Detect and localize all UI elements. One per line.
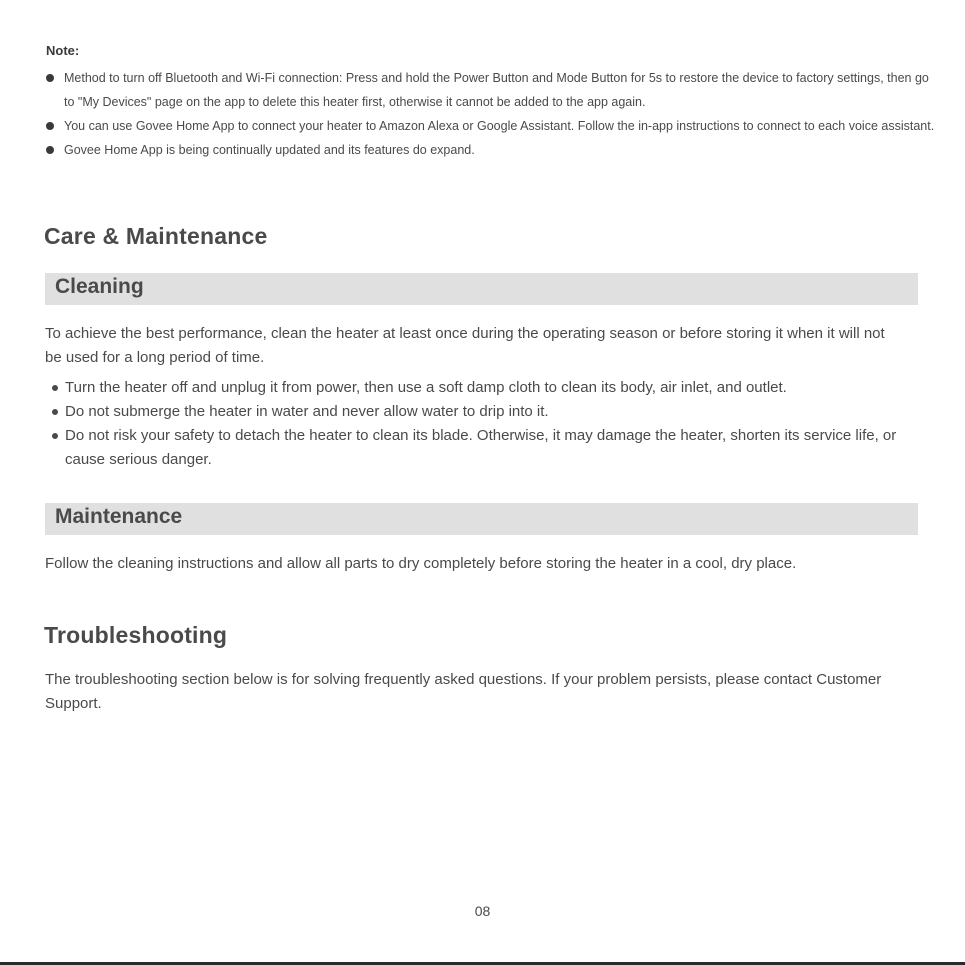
note-item xyxy=(46,114,936,138)
cleaning-item xyxy=(45,424,915,472)
bullet-icon xyxy=(52,385,58,391)
cleaning-item-text: Do not submerge the heater in water and never allow water to drip into it. xyxy=(65,403,549,420)
cleaning-item-text: Do not risk your safety to detach the heater to clean its blade. Otherwise, it may damage the heater, shorten its service life, or cause serious danger. xyxy=(65,427,897,468)
cleaning-item xyxy=(45,400,915,424)
maintenance-text: Follow the cleaning instructions and allow all parts to dry completely before storing the heater in a cool, dry place. xyxy=(45,555,797,572)
note-list xyxy=(46,66,936,162)
care-maintenance-heading: Care & Maintenance xyxy=(44,223,268,249)
bullet-icon xyxy=(52,433,58,439)
cleaning-item-text: Turn the heater off and unplug it from power, then use a soft damp cloth to clean its body, air inlet, and outlet. xyxy=(65,379,787,396)
bullet-icon xyxy=(46,146,54,154)
bullet-icon xyxy=(46,122,54,130)
cleaning-intro: To achieve the best performance, clean the heater at least once during the operating season or before storing it when it will not be used for a long period of time. xyxy=(45,325,885,366)
page-number: 08 xyxy=(474,903,491,919)
cleaning-section-header xyxy=(45,273,918,305)
maintenance-section-header xyxy=(45,503,918,535)
note-item-text: Govee Home App is being continually updated and its features do expand. xyxy=(64,143,475,157)
troubleshooting-heading: Troubleshooting xyxy=(44,622,228,648)
maintenance-heading: Maintenance xyxy=(55,505,183,528)
note-item-text: Method to turn off Bluetooth and Wi-Fi connection: Press and hold the Power Button and Mode Button for 5s to restore the device to factory settings, then go to "My Devices" page on the app to delete this heater first, otherwise it cannot be added to the app again. xyxy=(64,71,929,109)
bullet-icon xyxy=(46,74,54,82)
note-title: Note: xyxy=(46,43,80,58)
cleaning-list xyxy=(45,376,915,472)
troubleshooting-text: The troubleshooting section below is for solving frequently asked questions. If your problem persists, please contact Customer Support. xyxy=(45,671,882,712)
note-item xyxy=(46,138,936,162)
note-item-text: You can use Govee Home App to connect your heater to Amazon Alexa or Google Assistant. Follow the in-app instructions to connect to each voice assistant. xyxy=(64,119,935,133)
cleaning-heading: Cleaning xyxy=(55,275,144,298)
bullet-icon xyxy=(52,409,58,415)
cleaning-item xyxy=(45,376,915,400)
note-item xyxy=(46,66,936,114)
